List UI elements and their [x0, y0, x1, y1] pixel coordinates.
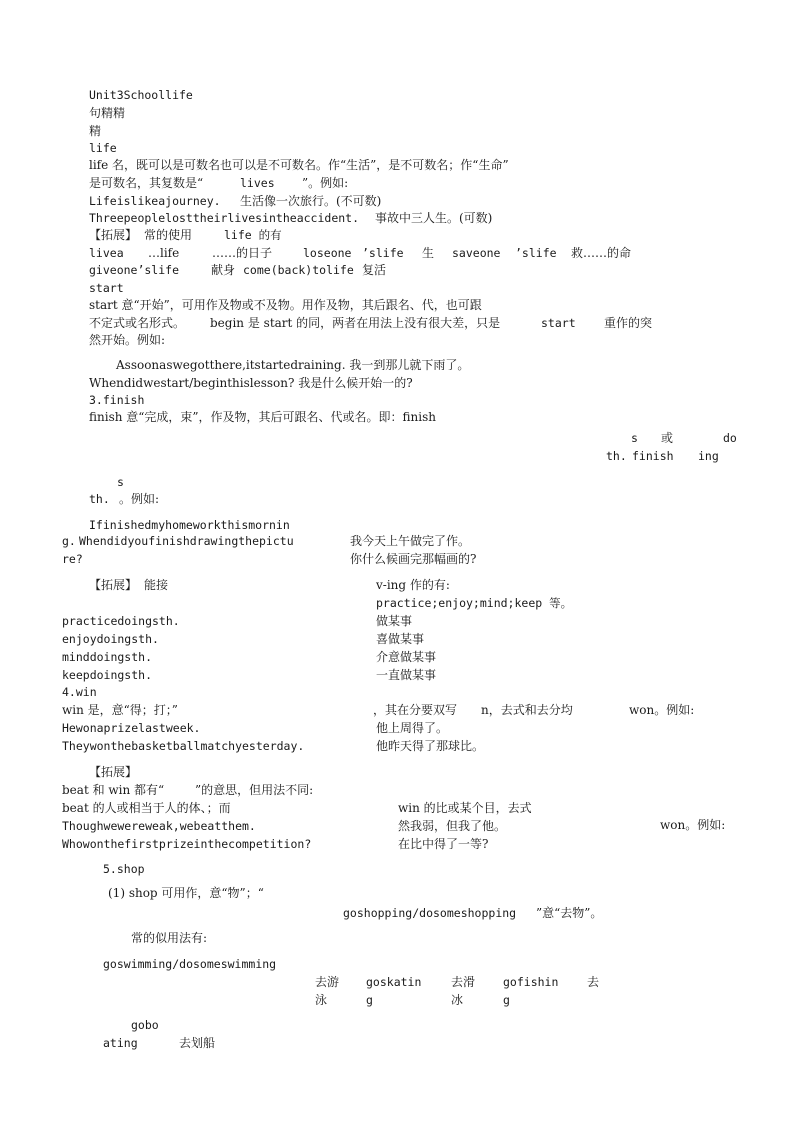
gerund-phrase-4-b: ating: [103, 1036, 138, 1050]
finish-extension-text: 能接: [144, 578, 169, 592]
finish-example-1-en-b: g.: [62, 534, 76, 548]
section-heading: 句精精: [89, 106, 126, 120]
finish-frag-8: th.: [89, 492, 110, 506]
finish-title: 3.finish: [89, 393, 145, 407]
win-example-4-cn: 在比中得了一等?: [398, 837, 489, 851]
win-extension-label: 【拓展】: [89, 765, 138, 779]
start-definition-2d: 重作的突: [604, 316, 653, 330]
gerund-phrase-2-a: goskatin: [366, 975, 422, 989]
verb-row-4-cn: 一直做某事: [376, 668, 437, 682]
win-example-2-cn: 他昨天得了那球比。: [376, 739, 485, 753]
finish-frag-9: 。例如:: [119, 492, 160, 506]
finish-frag-4: th.: [606, 449, 627, 463]
shop-title: 5.shop: [103, 862, 145, 876]
phrase-5: come(back)tolife: [243, 263, 354, 277]
verb-row-2-cn: 喜做某事: [376, 632, 425, 646]
verb-row-2-en: enjoydoingsth.: [62, 632, 159, 646]
gerund-phrase-3-a: gofishin: [503, 975, 559, 989]
finish-example-1-cn: 我今天上午做完了作。: [350, 534, 471, 548]
life-definition: life 名，既可以是可数名也可以是不可数名。作“生活”，是不可数名；作“生命”: [89, 158, 509, 172]
shop-definition-c: ”意“去物”。: [536, 906, 603, 920]
finish-extension-list: practice;enjoy;mind;keep 等。: [376, 596, 573, 610]
verb-row-3-en: minddoingsth.: [62, 650, 153, 664]
finish-extension-label: 【拓展】: [89, 578, 138, 592]
gerund-phrase-1-cn-b: 泳: [315, 993, 328, 1007]
start-definition: start 意“开始”，可用作及物或不及物。用作及物，其后跟名、代，也可跟: [89, 298, 482, 312]
phrase-2: loseone: [303, 246, 352, 260]
shop-definition-b: goshopping/dosomeshopping: [343, 906, 517, 920]
gerund-phrase-3-cn: 去: [587, 975, 600, 989]
finish-extension-right: v-ing 作的有:: [376, 578, 450, 592]
finish-example-1-en-a: Ifinishedmyhomeworkthismornin: [89, 518, 290, 532]
phrase-3: saveone: [452, 246, 501, 260]
start-example-1: Assoonaswegotthere,itstartedraining. 我一到那儿就下雨了。: [116, 358, 470, 372]
gerund-phrase-2-cn-b: 冰: [451, 993, 464, 1007]
section-subheading: 精: [89, 124, 102, 138]
finish-frag-6: ing: [698, 449, 719, 463]
finish-example-2-cn: 你什么候画完那幅画的?: [350, 552, 477, 566]
start-definition-2a: 不定式或名形式。: [89, 316, 186, 330]
phrase-4-cn: 献身: [211, 263, 236, 277]
gerund-phrase-3-b: g: [503, 993, 510, 1007]
finish-frag-3: do: [723, 431, 737, 445]
finish-definition: finish 意“完成，束”，作及物，其后可跟名、代或名。即：finish: [89, 410, 437, 424]
finish-frag-2: 或: [661, 431, 674, 445]
finish-example-2-en-b: re?: [62, 552, 83, 566]
gerund-phrase-2-b: g: [366, 993, 373, 1007]
win-definition-c: n，去式和去分均: [481, 703, 573, 717]
win-compare-2b: win 的比或某个目，去式: [398, 801, 532, 815]
win-definition-b: ，其在分要双写: [373, 703, 458, 717]
life-example-1-en: Lifeislikeajourney.: [89, 194, 221, 208]
shop-definition-a: (1) shop 可用作，意“物”；“: [108, 886, 264, 900]
win-example-1-cn: 他上周得了。: [376, 721, 449, 735]
start-word: start: [89, 281, 124, 295]
start-definition-3: 然开始。例如:: [89, 333, 166, 347]
start-definition-2b: begin 是 start 的同，两者在用法上没有很大差，只是: [210, 316, 501, 330]
win-definition-d: won。例如:: [629, 703, 695, 717]
win-example-3-cn: 然我弱，但我了他。: [398, 819, 507, 833]
start-example-2: Whendidwestart/beginthislesson? 我是什么候开始一的?: [89, 376, 413, 390]
life-example-2-cn: 事故中三人生。(可数): [375, 211, 493, 225]
finish-frag-5: finish: [632, 449, 674, 463]
phrase-3-b: ’slife: [515, 246, 557, 260]
win-example-3-en: Thoughwewereweak,webeatthem.: [62, 819, 256, 833]
gerund-phrase-4-a: gobo: [131, 1018, 159, 1032]
life-example-2-en: Threepeoplelosttheirlivesintheaccident.: [89, 211, 360, 225]
life-word: life: [89, 141, 117, 155]
finish-frag-7: s: [117, 475, 124, 489]
life-extension-label: 【拓展】: [89, 228, 138, 242]
win-definition-a: win 是，意“得；打；”: [62, 703, 178, 717]
life-extension-text-a: 常的使用: [144, 228, 193, 242]
verb-row-4-en: keepdoingsth.: [62, 668, 153, 682]
phrase-1-en: …life: [148, 246, 180, 260]
gerund-phrase-4-cn: 去划船: [179, 1036, 216, 1050]
verb-row-1-cn: 做某事: [376, 614, 413, 628]
phrase-4: giveone’slife: [89, 263, 180, 277]
win-title: 4.win: [62, 685, 97, 699]
life-example-1-cn: 生活像一次旅行。(不可数): [240, 194, 382, 208]
phrase-2-b: ’slife: [362, 246, 404, 260]
win-compare-2a: beat 的人或相当于人的体、；而: [62, 801, 231, 815]
verb-row-3-cn: 介意做某事: [376, 650, 437, 664]
verb-row-1-en: practicedoingsth.: [62, 614, 180, 628]
start-definition-2c: start: [541, 316, 576, 330]
win-compare-1: beat 和 win 都有“: [62, 783, 165, 797]
gerund-phrase-1: goswimming/dosomeswimming: [103, 957, 277, 971]
win-example-2-en: Theywonthebasketballmatchyesterday.: [62, 739, 305, 753]
gerund-phrase-2-cn-a: 去滑: [451, 975, 476, 989]
shop-common-usage: 常的似用法有:: [131, 931, 208, 945]
phrase-1: livea: [89, 246, 124, 260]
life-definition-2b: ”。例如:: [302, 176, 349, 190]
gerund-phrase-1-cn-a: 去游: [315, 975, 340, 989]
phrase-3-cn: 救……的命: [571, 246, 632, 260]
phrase-5-cn: 复活: [362, 263, 387, 277]
phrase-2-cn: 生: [422, 246, 435, 260]
finish-example-2-en-a: Whendidyoufinishdrawingthepictu: [79, 534, 294, 548]
finish-frag-1: s: [631, 431, 638, 445]
life-plural: lives: [240, 176, 275, 190]
unit-title: Unit3Schoollife: [89, 88, 193, 102]
life-definition-2a: 是可数名，其复数是“: [89, 176, 204, 190]
win-example-1-en: Hewonaprizelastweek.: [62, 721, 201, 735]
life-extension-text-b: life 的有: [224, 228, 282, 242]
win-example-4-en: Whowonthefirstprizeinthecompetition?: [62, 837, 312, 851]
win-compare-2c: won。例如:: [660, 818, 726, 832]
phrase-1-cn: ……的日子: [212, 246, 273, 260]
win-compare-1b: ”的意思，但用法不同:: [195, 783, 314, 797]
